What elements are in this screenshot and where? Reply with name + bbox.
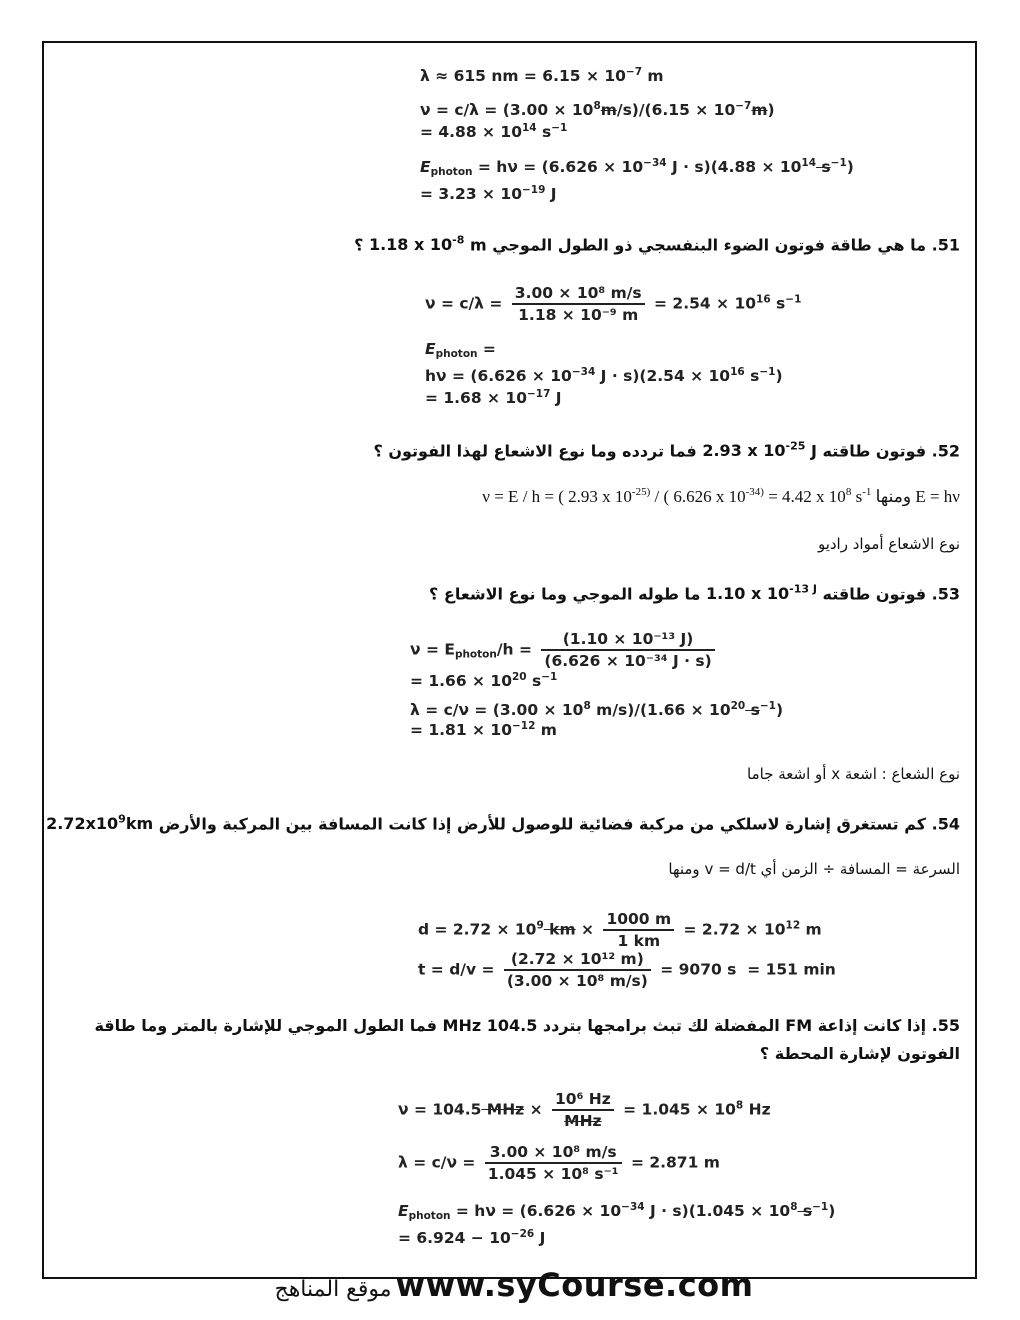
eq-frequency-51: ν = c/λ = $\frac{\text{3.00 × 10⁸ m/s}}{\text{1.18 × 10⁻⁹ m}}$ = $2.54 \times 10^{16}$ $s^{-1}$ bbox=[425, 284, 802, 324]
eq-energy-51: $h\nu = (6.626 \times 10^{-34}$ $J \cdot s)(2.54 \times 10^{16}$ $s^{-1}$) bbox=[425, 366, 783, 385]
question-52: 52. فوتون طاقته 2.93 x $10^{-25}$ J فما تردده وما نوع الاشعاع لهذا الفوتون ؟ bbox=[373, 440, 960, 461]
radiation-type-52: نوع الاشعاع أمواد راديو bbox=[817, 535, 960, 553]
radiation-type-53: نوع الشعاع : اشعة x أو اشعة جاما bbox=[747, 765, 960, 783]
eq-distance-54: $d = 2.72 \times 10^9$ km × $\frac{1000 m}{1 km}$ = $2.72 \times 10^{12}$ m bbox=[418, 910, 822, 950]
eq-frequency-50-result: = $4.88 \times 10^{14}$ $s^{-1}$ bbox=[420, 122, 568, 141]
eq-frequency-53: $\nu = E_{photon}/h$ = $\frac{\text{(1.10 × 10⁻¹³ J)}}{\text{(6.626 × 10⁻³⁴ J · s)}}$ bbox=[410, 630, 719, 670]
eq-energy-55-result: = $6.924 - 10^{-26}$ J bbox=[398, 1228, 546, 1247]
eq-wavelength-53: $\lambda = c/\nu = (3.00 \times 10^8$ $m/s)/(1.66 \times 10^{20}$ $s^{-1}$) bbox=[410, 700, 784, 719]
fraction: $\frac{\text{(1.10 × 10⁻¹³ J)}}{\text{(6.626 × 10⁻³⁴ J · s)}}$ bbox=[541, 630, 714, 670]
question-55-line1: 55. إذا كانت إذاعة FM المفضلة لك تبث برامجها بتردد 104.5 MHz فما الطول الموجي للإشارة بالمتر وما طاقة bbox=[94, 1016, 960, 1035]
fraction: $\frac{\text{3.00 × 10⁸ m/s}}{\text{1.045 × 10⁸ s⁻¹}}$ bbox=[485, 1143, 622, 1183]
fraction: $\frac{\text{3.00 × 10⁸ m/s}}{\text{1.18 × 10⁻⁹ m}}$ bbox=[512, 284, 645, 324]
eq-energy-50-result: = $3.23 \times 10^{-19}$ J bbox=[420, 184, 557, 203]
fraction: $\frac{1000 m}{1 km}$ bbox=[603, 910, 674, 950]
eq-time-54: t = d/v = $\frac{\text{(2.72 × 10¹² m)}}{\text{(3.00 × 10⁸ m/s)}}$ = 9070 s = 151 min bbox=[418, 950, 836, 990]
fraction: $\frac{\text{10⁶ Hz}}{\text{MHz}}$ bbox=[552, 1090, 614, 1130]
question-51: 51. ما هي طاقة فوتون الضوء البنفسجي ذو الطول الموجي 1.18 x $10^{-8}$ m ؟ bbox=[354, 234, 960, 255]
eq-frequency-55: ν = 104.5 MHz × $\frac{\text{10⁶ Hz}}{\text{MHz}}$ = $1.045 \times 10^8$ Hz bbox=[398, 1090, 771, 1130]
eq-energy-51-label: $E_{photon}$ = bbox=[425, 340, 496, 360]
question-54: 54. كم تستغرق إشارة لاسلكي من مركبة فضائية للوصول للأرض إذا كانت المسافة بين المركبة والأرض $2.72x10^9km$ bbox=[46, 813, 960, 834]
footer-label: موقع المناهج bbox=[274, 1277, 392, 1302]
eq-wavelength-53-result: = $1.81 \times 10^{-12}$ m bbox=[410, 720, 557, 739]
solution-52: ν = E / h = ( 2.93 x $10^{-25)}$ / ( 6.626 x $10^{-34)} = 4.42$ x $10^8$ $s^{-1}$ ومنها E = hν bbox=[482, 486, 960, 506]
eq-frequency-53-result: = $1.66 \times 10^{20}$ $s^{-1}$ bbox=[410, 671, 558, 690]
speed-formula: السرعة = المسافة ÷ الزمن أي v = d/t ومنها bbox=[668, 860, 960, 878]
footer bbox=[0, 1266, 1020, 1304]
eq-energy-51-result: = $1.68 \times 10^{-17}$ J bbox=[425, 388, 562, 407]
eq-frequency-50: $\nu = c/\lambda = (3.00 \times 10^8m/s)/(6.15 \times 10^{-7}m)$ bbox=[420, 100, 775, 119]
fraction: $\frac{\text{(2.72 × 10¹² m)}}{\text{(3.00 × 10⁸ m/s)}}$ bbox=[504, 950, 651, 990]
eq-wavelength-615: λ ≈ 615 nm = $6.15 \times 10^{-7}$ m bbox=[420, 66, 664, 85]
question-53: 53. فوتون طاقته 1.10 x $10^{-13 J}$ ما طوله الموجي وما نوع الاشعاع ؟ bbox=[429, 583, 960, 604]
eq-wavelength-55: λ = c/ν = $\frac{\text{3.00 × 10⁸ m/s}}{\text{1.045 × 10⁸ s⁻¹}}$ = 2.871 m bbox=[398, 1143, 720, 1183]
question-55-line2: الفوتون لإشارة المحطة ؟ bbox=[759, 1044, 960, 1063]
footer-site-link[interactable]: www.syCourse.com bbox=[395, 1266, 754, 1304]
eq-energy-55: $E_{photon} = h\nu = (6.626 \times 10^{-34}$ $J \cdot s)(1.045 \times 10^8$ $s^{-1}$) bbox=[398, 1201, 836, 1222]
eq-energy-50: $E_{photon} = h\nu = (6.626 \times 10^{-34}$ $J \cdot s)(4.88 \times 10^{14}$ $s^{-1}$) bbox=[420, 157, 854, 178]
